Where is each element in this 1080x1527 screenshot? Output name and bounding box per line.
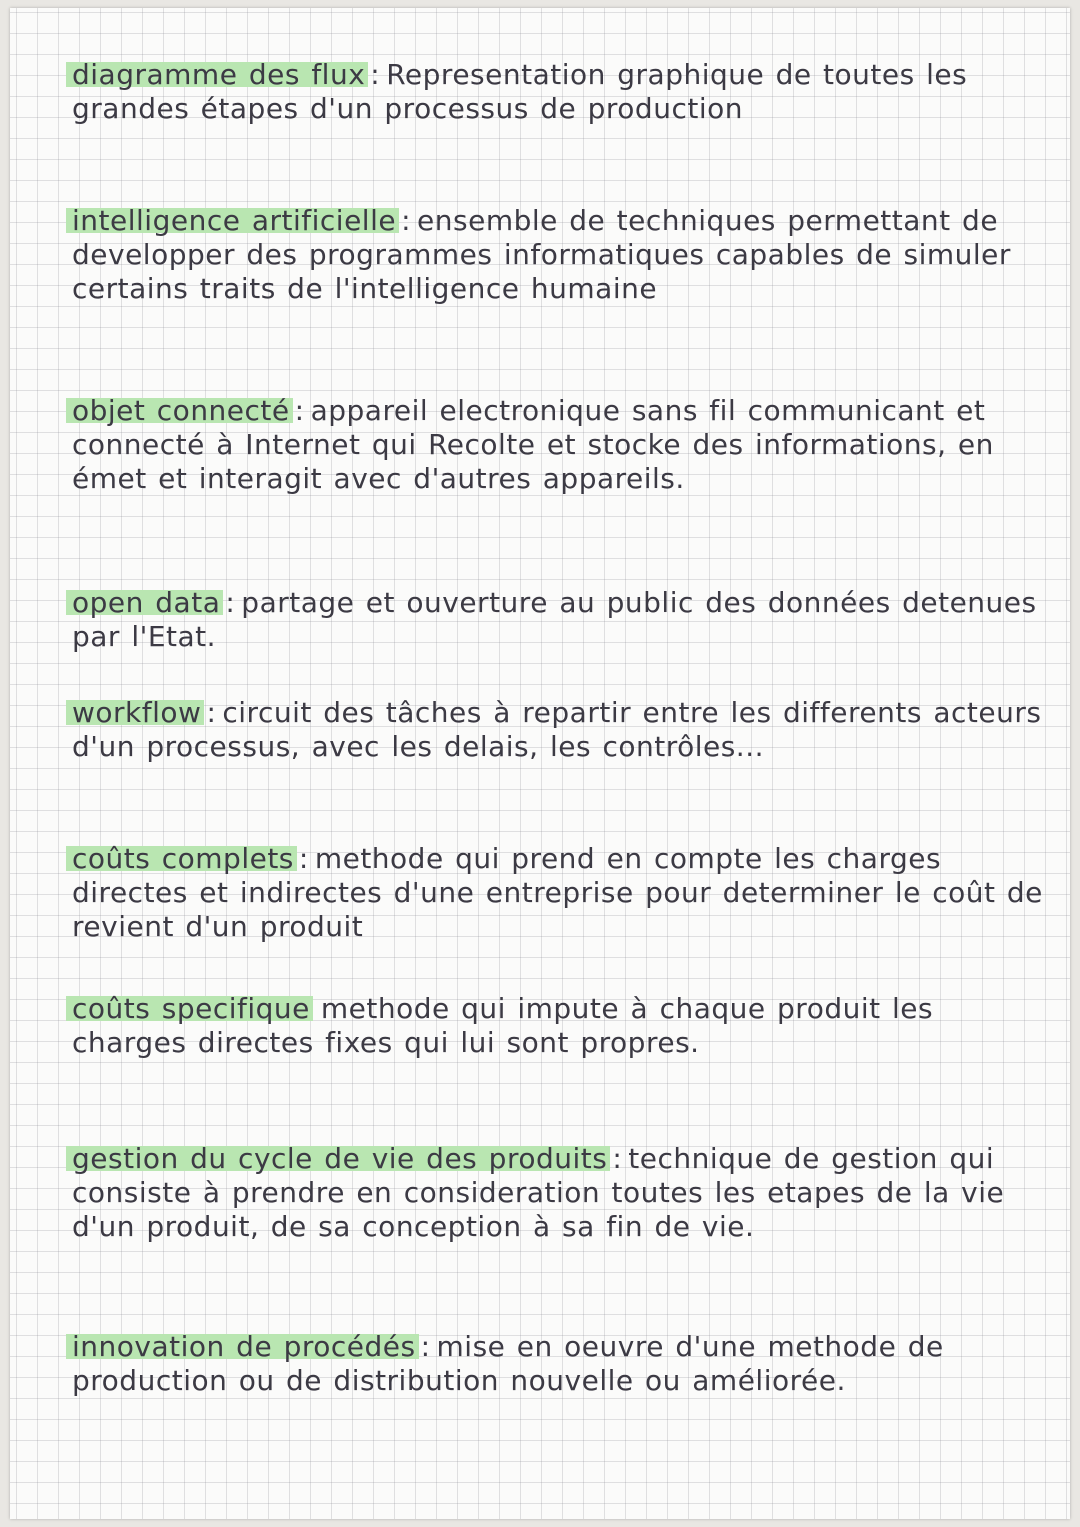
- entry-separator: :: [225, 586, 236, 619]
- entry-separator: :: [294, 394, 305, 427]
- glossary-entry: [72, 394, 1057, 496]
- entry-term: diagramme des flux: [66, 58, 368, 91]
- entry-separator: :: [612, 1142, 623, 1175]
- glossary-entry: [72, 696, 1057, 764]
- entry-separator: :: [206, 696, 217, 729]
- entry-term: open data: [66, 586, 223, 619]
- entry-separator: [313, 992, 321, 1025]
- glossary-entry: [72, 1330, 1057, 1398]
- entry-term: intelligence artificielle: [66, 204, 399, 237]
- entry-definition: methode qui impute à chaque produit les charges directes fixes qui lui sont propres.: [72, 992, 934, 1059]
- entry-definition: technique de gestion qui consiste à prendre en consideration toutes les etapes de la vie d'un produit, de sa conception à sa fin de vie.: [72, 1142, 1005, 1243]
- notebook-page: [10, 8, 1070, 1519]
- entry-term: innovation de procédés: [66, 1330, 419, 1363]
- glossary-entry: [72, 586, 1057, 654]
- entry-definition: methode qui prend en compte les charges directes et indirectes d'une entreprise pour determiner le coût de revient d'un produit: [72, 842, 1043, 943]
- entry-separator: :: [298, 842, 309, 875]
- entry-definition: partage et ouverture au public des données detenues par l'Etat.: [72, 586, 1037, 653]
- entry-definition: mise en oeuvre d'une methode de production ou de distribution nouvelle ou améliorée.: [72, 1330, 944, 1397]
- entry-definition: circuit des tâches à repartir entre les differents acteurs d'un processus, avec les delais, les contrôles...: [72, 696, 1042, 763]
- entry-separator: :: [420, 1330, 431, 1363]
- glossary-entry: [72, 1142, 1057, 1244]
- entry-separator: :: [370, 58, 381, 91]
- entry-definition: ensemble de techniques permettant de developper des programmes informatiques capables de simuler certains traits de l'intelligence humaine: [72, 204, 1011, 305]
- entry-definition: appareil electronique sans fil communicant et connecté à Internet qui Recolte et stocke des informations, en émet et interagit avec d'autres appareils.: [72, 394, 994, 495]
- entry-term: coûts specifique: [66, 992, 313, 1025]
- glossary-entry: [72, 992, 1057, 1060]
- entry-separator: :: [401, 204, 412, 237]
- glossary-entry: [72, 58, 1057, 126]
- entry-term: coûts complets: [66, 842, 297, 875]
- glossary-entry: [72, 204, 1057, 306]
- glossary-entry: [72, 842, 1057, 944]
- entry-term: objet connecté: [66, 394, 293, 427]
- entry-definition: Representation graphique de toutes les grandes étapes d'un processus de production: [72, 58, 968, 125]
- entry-term: workflow: [66, 696, 204, 729]
- entry-term: gestion du cycle de vie des produits: [66, 1142, 610, 1175]
